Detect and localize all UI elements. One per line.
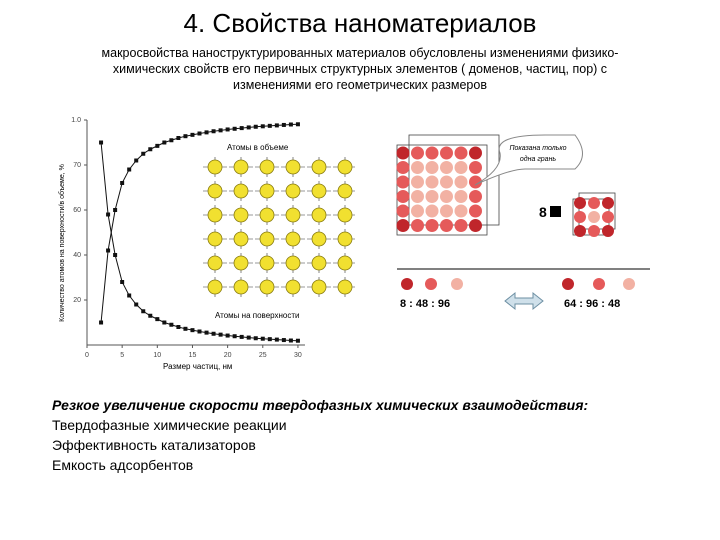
series-point [176, 325, 180, 329]
series-point [268, 337, 272, 341]
atom-icon [208, 280, 222, 294]
small-cube-icon [550, 206, 561, 217]
series-point [113, 208, 117, 212]
atom-icon [208, 256, 222, 270]
small-cube-atom [588, 211, 600, 223]
big-cube-atom [411, 205, 424, 218]
atom-icon [208, 232, 222, 246]
atom-icon [260, 184, 274, 198]
big-cube-atom [455, 176, 468, 189]
atom-grid [203, 157, 355, 304]
big-cube-atom [426, 147, 439, 160]
small-cube-atom [602, 225, 614, 237]
series-point [198, 330, 202, 334]
big-cube-atom [469, 190, 482, 203]
series-point [212, 332, 216, 336]
big-cube-atom [411, 190, 424, 203]
series-point [219, 333, 223, 337]
series-point [275, 123, 279, 127]
series-point [127, 168, 131, 172]
big-cube-atom [440, 205, 453, 218]
big-cube-atom [426, 205, 439, 218]
big-cube-atom [440, 176, 453, 189]
atom-icon [312, 208, 326, 222]
legend-dot-medium-2 [593, 278, 605, 290]
series-point [148, 147, 152, 151]
big-cube-atom [469, 161, 482, 174]
legend-dot-medium [425, 278, 437, 290]
series-point [261, 337, 265, 341]
x-tick-label-3: 15 [188, 352, 197, 359]
big-cube-atom [397, 205, 410, 218]
atom-icon [208, 184, 222, 198]
atom-icon [234, 256, 248, 270]
big-cube-atom [469, 147, 482, 160]
big-cube-atom [469, 219, 482, 232]
series-point [240, 335, 244, 339]
x-tick-label-4: 20 [223, 352, 232, 359]
series-point [226, 127, 230, 131]
x-tick-label-1: 5 [120, 352, 125, 359]
series-point [247, 336, 251, 340]
series-point [134, 303, 138, 307]
series-point [289, 339, 293, 343]
chart-svg [55, 105, 355, 380]
series-point [205, 130, 209, 134]
big-cube-atom [426, 176, 439, 189]
subtitle-line-3: изменениями его геометрических размеров [233, 78, 487, 92]
legend-dot-dark-2 [562, 278, 574, 290]
series-point [219, 128, 223, 132]
atom-icon [234, 208, 248, 222]
series-point [141, 152, 145, 156]
series-point [198, 132, 202, 136]
small-cube-atom [602, 211, 614, 223]
y-tick-label-3: 70 [73, 162, 81, 169]
body-line-2: Эффективность катализаторов [52, 437, 256, 453]
subtitle-line-2: химических свойств его первичных структурных элементов ( доменов, частиц, пор) с [112, 62, 608, 76]
big-cube-atom [426, 190, 439, 203]
annotation-surface-atoms: Атомы на поверхности [215, 311, 300, 320]
series-point [120, 181, 124, 185]
series-point [282, 123, 286, 127]
double-arrow-icon [505, 293, 543, 309]
atom-icon [312, 232, 326, 246]
atom-icon [286, 232, 300, 246]
big-cube-atom [426, 219, 439, 232]
series-point [148, 314, 152, 318]
atom-icon [312, 184, 326, 198]
cube-figure [375, 125, 655, 320]
atom-icon [208, 208, 222, 222]
big-cube-atom [397, 147, 410, 160]
multiplier-label: 8 [539, 204, 547, 220]
atom-icon [260, 208, 274, 222]
series-point [240, 126, 244, 130]
small-cube-atom [574, 211, 586, 223]
atom-icon [286, 280, 300, 294]
page-title: 4. Свойства наноматериалов [183, 8, 537, 38]
surface-volume-chart [55, 105, 355, 380]
cube-svg [375, 125, 655, 320]
y-tick-label-4: 1.0 [71, 117, 81, 124]
series-point [233, 127, 237, 131]
atom-icon [338, 184, 352, 198]
legend-dot-light-2 [623, 278, 635, 290]
x-axis-label: Размер частиц, нм [163, 362, 233, 371]
atom-icon [260, 280, 274, 294]
atom-icon [312, 280, 326, 294]
atom-icon [286, 208, 300, 222]
series-point [127, 294, 131, 298]
body-line-1: Твердофазные химические реакции [52, 417, 287, 433]
big-cube-atom [397, 190, 410, 203]
ratio-right: 64 : 96 : 48 [564, 298, 621, 310]
small-cube-atom [574, 197, 586, 209]
atom-icon [234, 184, 248, 198]
big-cube-atom [455, 219, 468, 232]
x-tick-label-0: 0 [85, 352, 89, 359]
small-cube-atom [588, 225, 600, 237]
series-point [183, 327, 187, 331]
small-cube-face [573, 193, 615, 237]
small-cube-atom [588, 197, 600, 209]
big-cube-atom [440, 161, 453, 174]
y-tick-label-2: 60 [73, 207, 81, 214]
atom-icon [208, 160, 222, 174]
x-tick-label-6: 30 [294, 352, 302, 359]
atom-icon [260, 256, 274, 270]
atom-icon [338, 160, 352, 174]
series-point [247, 125, 251, 129]
callout-line-2: одна грань [519, 156, 557, 163]
atom-icon [338, 256, 352, 270]
series-point [176, 136, 180, 140]
atom-icon [338, 280, 352, 294]
atom-icon [260, 232, 274, 246]
subtitle-line-1: макросвойства наноструктурированных материалов обусловлены изменениями физико- [101, 46, 619, 60]
series-point [183, 134, 187, 138]
atom-icon [286, 184, 300, 198]
ratio-left: 8 : 48 : 96 [400, 298, 451, 310]
atom-icon [338, 232, 352, 246]
legend-dot-dark [401, 278, 413, 290]
callout-line-1: Показана только [509, 145, 567, 152]
series-point [162, 141, 166, 145]
body-line-3: Емкость адсорбентов [52, 457, 194, 473]
big-cube-atom [455, 161, 468, 174]
series-point [99, 141, 103, 145]
series-point [268, 124, 272, 128]
series-point [296, 122, 300, 126]
y-tick-label-0: 20 [73, 297, 81, 304]
big-cube-atom [411, 219, 424, 232]
atom-icon [286, 160, 300, 174]
series-point [113, 253, 117, 257]
big-cube-atom [440, 219, 453, 232]
series-point [282, 338, 286, 342]
body-text [52, 395, 692, 475]
atom-icon [234, 160, 248, 174]
series-point [106, 213, 110, 217]
series-point [99, 321, 103, 325]
small-cube-atom [574, 225, 586, 237]
series-point [289, 123, 293, 127]
series-point [190, 133, 194, 137]
atom-icon [260, 160, 274, 174]
big-cube-atom [397, 161, 410, 174]
series-point [169, 138, 173, 142]
small-cube-atom [602, 197, 614, 209]
big-cube-atom [411, 176, 424, 189]
x-tick-label-5: 25 [258, 352, 267, 359]
atom-icon [234, 232, 248, 246]
big-cube-atom [469, 205, 482, 218]
series-point [162, 321, 166, 325]
big-cube-atom [397, 176, 410, 189]
series-point [106, 249, 110, 253]
series-point [296, 339, 300, 343]
series-point [190, 328, 194, 332]
series-point [233, 334, 237, 338]
big-cube-atom [455, 147, 468, 160]
big-cube-atom [411, 161, 424, 174]
big-cube-atom [440, 190, 453, 203]
legend-dot-light [451, 278, 463, 290]
atom-icon [338, 208, 352, 222]
big-cube-atom [397, 219, 410, 232]
series-point [205, 331, 209, 335]
series-point [141, 309, 145, 313]
y-axis-label: Количество атомов на поверхности/в объеме, % [59, 164, 66, 322]
big-cube-atom [440, 147, 453, 160]
atom-icon [312, 256, 326, 270]
page-subtitle [40, 45, 680, 93]
annotation-volume-atoms: Атомы в объеме [227, 143, 289, 152]
x-tick-label-2: 10 [153, 352, 162, 359]
series-point [120, 280, 124, 284]
big-cube-face [397, 135, 500, 235]
series-point [155, 317, 159, 321]
big-cube-atom [455, 190, 468, 203]
series-point [261, 124, 265, 128]
body-lead: Резкое увеличение скорости твердофазных химических взаимодействия: [52, 397, 589, 413]
series-point [212, 129, 216, 133]
big-cube-atom [426, 161, 439, 174]
series-point [275, 338, 279, 342]
y-tick-label-1: 40 [73, 252, 81, 259]
series-point [134, 159, 138, 163]
atom-icon [312, 160, 326, 174]
series-point [155, 144, 159, 148]
atom-icon [286, 256, 300, 270]
big-cube-atom [411, 147, 424, 160]
atom-icon [234, 280, 248, 294]
series-point [254, 336, 258, 340]
big-cube-atom [455, 205, 468, 218]
series-point [169, 323, 173, 327]
series-point [254, 125, 258, 129]
series-point [226, 334, 230, 338]
